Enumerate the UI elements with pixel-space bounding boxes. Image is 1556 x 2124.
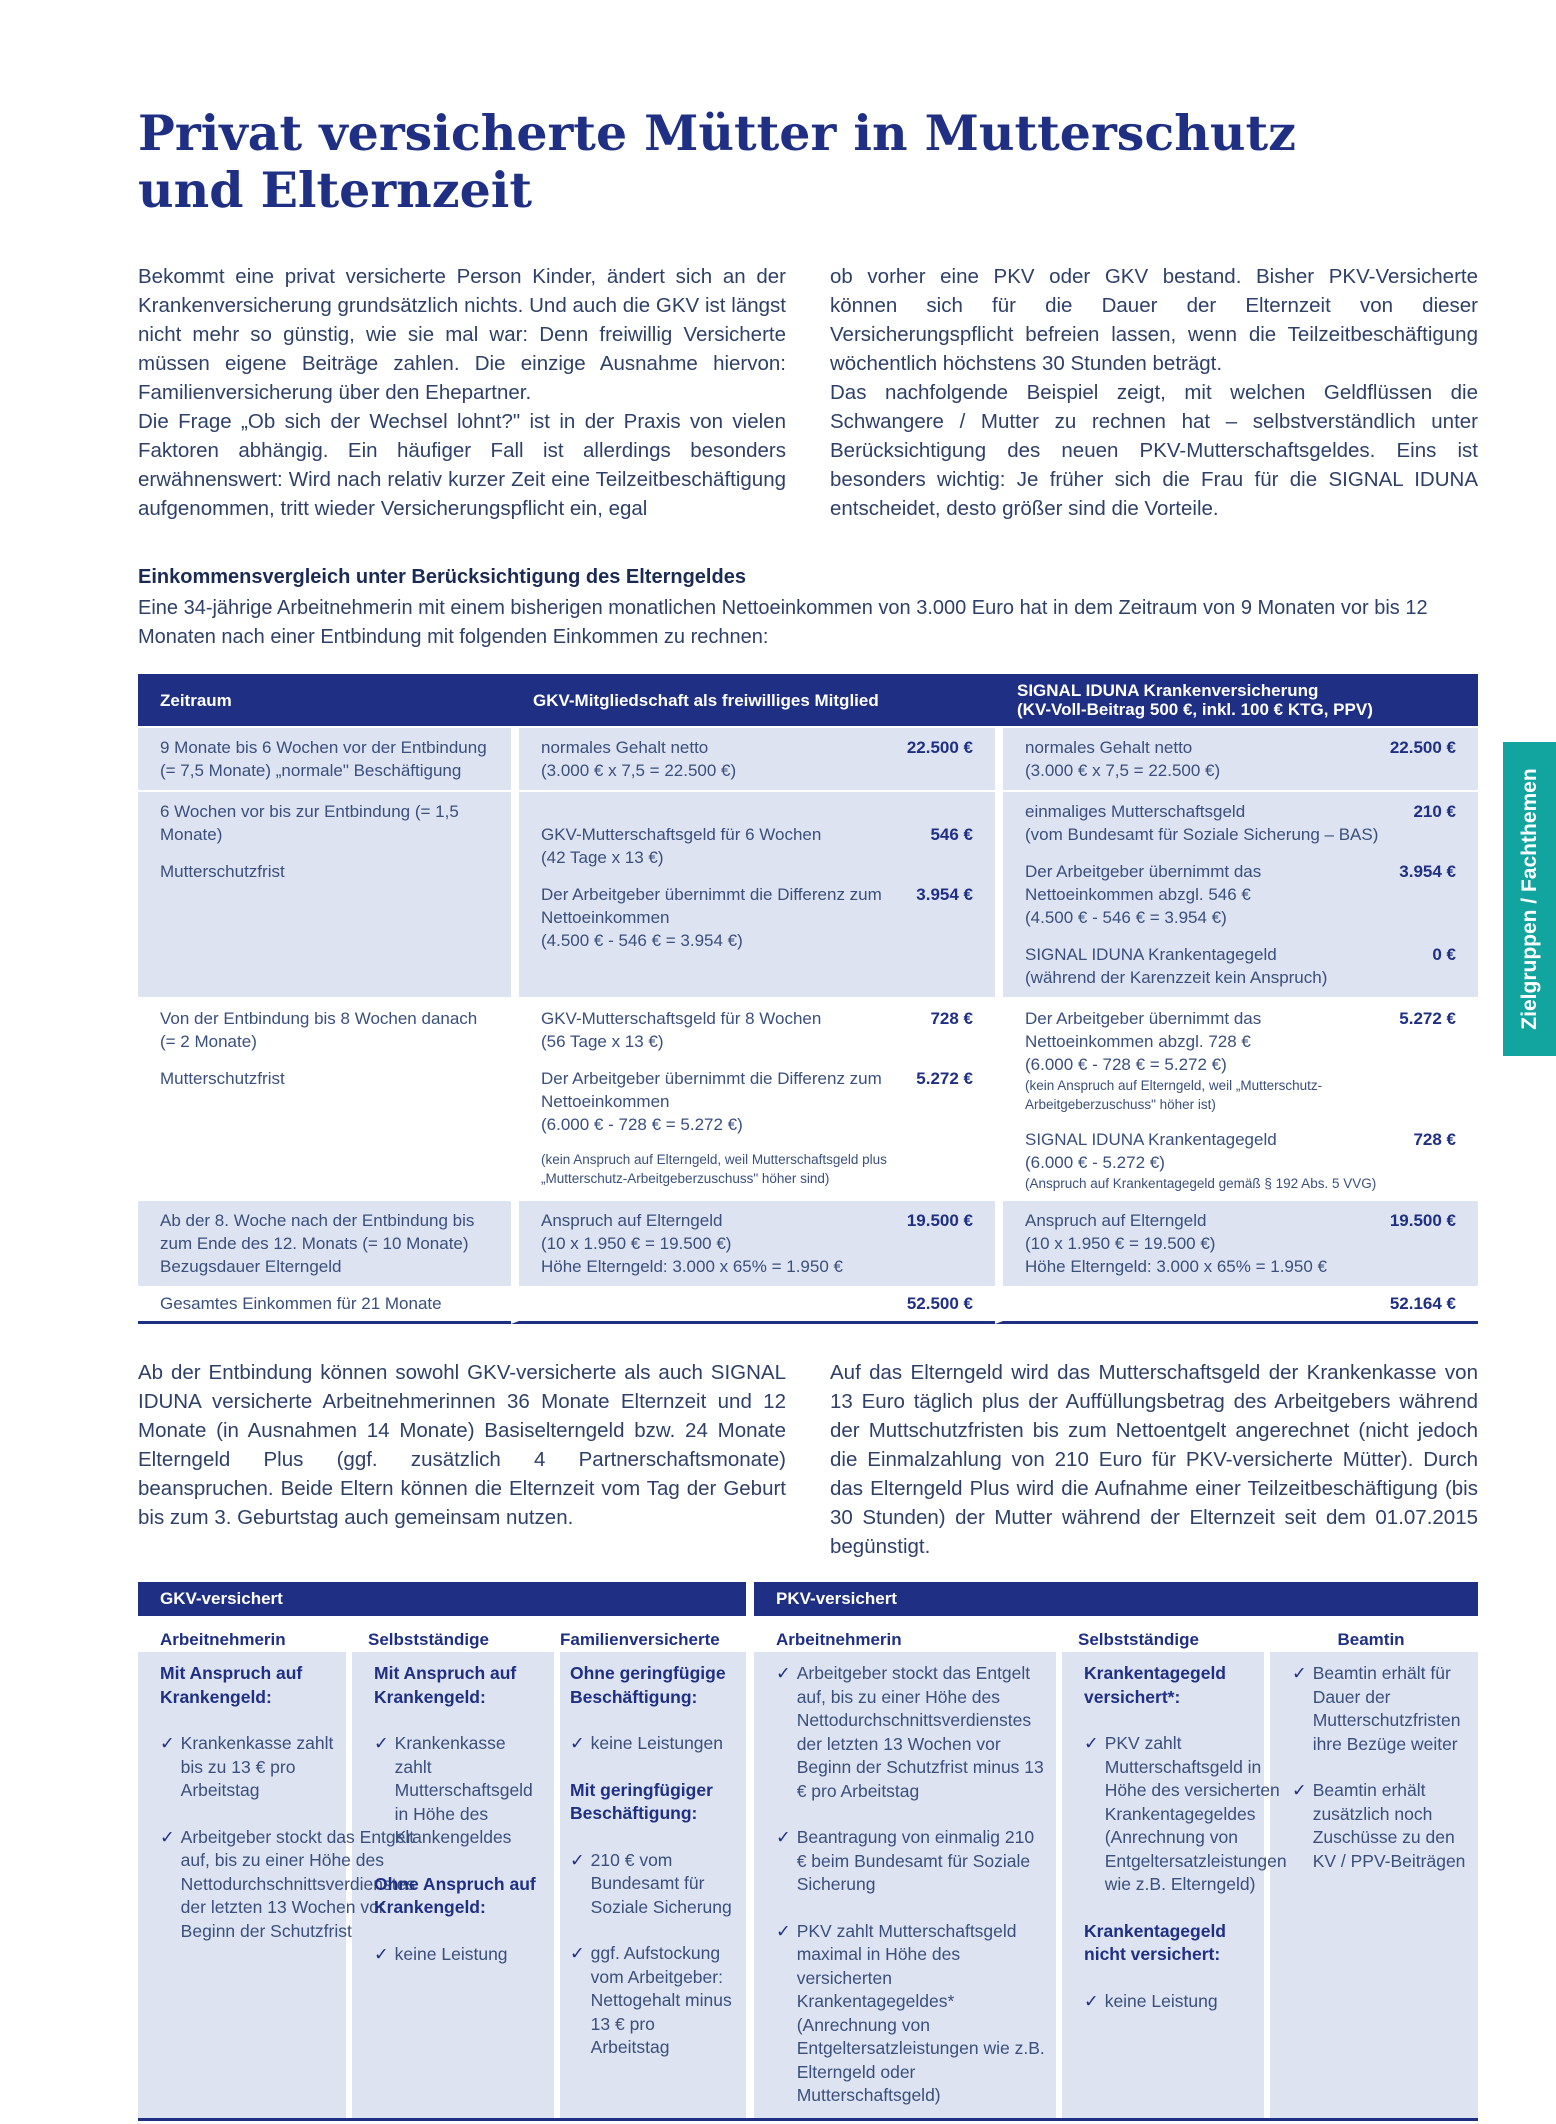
entry-label: normales Gehalt netto — [541, 738, 709, 757]
entry-label: normales Gehalt netto — [1025, 738, 1193, 757]
check-icon: ✓ — [570, 1849, 585, 1870]
list-item — [374, 1732, 544, 1850]
col-header: Beamtin — [1264, 1616, 1478, 1652]
entry-amount: 22.500 € — [906, 738, 973, 757]
entry — [1025, 943, 1456, 989]
side-tab[interactable] — [1503, 742, 1556, 1056]
entry — [541, 1209, 973, 1278]
list-item-text: Arbeitgeber stockt das Entgelt auf, bis zu einer Höhe des Nettodurchschnittsverdienstes der letzten 13 Wochen vor Beginn der Schutzfrist minus 13 € pro Arbeitstag — [796, 1663, 1044, 1801]
list-item — [776, 1920, 1046, 2108]
total-signal-iduna: 52.164 € — [995, 1286, 1478, 1324]
entry — [1025, 736, 1456, 782]
entry-label: Der Arbeitgeber übernimmt die Differenz zum Nettoeinkommen — [541, 1069, 882, 1111]
table-row — [138, 1201, 1478, 1286]
list-item-text: Beamtin erhält zusätzlich noch Zuschüsse zu den KV / PPV-Beiträgen — [1312, 1780, 1466, 1871]
entry-note: (Anspruch auf Krankentagegeld gemäß § 192 Abs. 5 VVG) — [1025, 1176, 1377, 1191]
entry — [541, 883, 973, 952]
col-header: Arbeitnehmerin — [746, 1616, 1056, 1652]
entry — [541, 1007, 973, 1053]
page-title — [138, 105, 1338, 219]
list-item — [160, 1826, 416, 1944]
intro-right-column — [830, 262, 1478, 523]
income-comparison-table — [138, 674, 1478, 1324]
entry-label: GKV-Mutterschaftsgeld für 8 Wochen — [541, 1009, 822, 1028]
entry-note: (kein Anspruch auf Elterngeld, weil Mutterschaftsgeld plus „Mutterschutz-Arbeitgeberzuschuss" höher sind) — [541, 1152, 887, 1186]
entry — [541, 1067, 973, 1136]
period-cell: 6 Wochen vor bis zur Entbindung (= 1,5 Monate) — [160, 802, 459, 844]
header-signal-iduna — [995, 674, 1478, 726]
table-row — [138, 728, 1478, 790]
header-gkv: GKV-Mitgliedschaft als freiwilliges Mitglied — [511, 674, 995, 726]
subheading: Ohne geringfügige Beschäftigung: — [570, 1663, 726, 1707]
pkv-group-header: PKV-versichert — [746, 1582, 1478, 1616]
total-label: Gesamtes Einkommen für 21 Monate — [138, 1286, 511, 1324]
list-item-text: PKV zahlt Mutterschaftsgeld in Höhe des versicherten Krankentagegeldes (Anrechnung von Entgeltersatzleistungen wie z.B. Elterngeld) — [1104, 1733, 1287, 1894]
title-line-1: Privat versicherte Mütter in Mutterschutz — [138, 104, 1296, 162]
section-heading: Einkommensvergleich unter Berücksichtigung des Elterngeldes — [138, 566, 746, 588]
entry — [541, 823, 973, 869]
entry-detail: Höhe Elterngeld: 3.000 x 65% = 1.950 € — [1025, 1257, 1327, 1276]
list-item — [1084, 1990, 1254, 2014]
entry-calc: (6.000 € - 728 € = 5.272 €) — [1025, 1055, 1227, 1074]
gkv-group-header: GKV-versichert — [138, 1582, 746, 1616]
entry — [1025, 860, 1456, 929]
list-item — [570, 1849, 736, 1920]
list-item — [374, 1943, 544, 1967]
entry-label: GKV-Mutterschaftsgeld für 6 Wochen — [541, 825, 822, 844]
entry-detail: Höhe Elterngeld: 3.000 x 65% = 1.950 € — [541, 1257, 843, 1276]
period-cell: Ab der 8. Woche nach der Entbindung bis zum Ende des 12. Monats (= 10 Monate) Bezugsdauer Elterngeld — [160, 1211, 475, 1276]
intro-right-paragraph-1: ob vorher eine PKV oder GKV bestand. Bisher PKV-Versicherte können sich für die Dauer der Elternzeit von dieser Versicherungspflicht befreien lassen, wenn die Teilzeitbeschäftigung wöchentlich höchstens 30 Stunden beträgt. — [830, 265, 1478, 375]
entry-label: Der Arbeitgeber übernimmt das Nettoeinkommen abzgl. 546 € — [1025, 862, 1262, 904]
entry-calc: (6.000 € - 728 € = 5.272 €) — [541, 1115, 743, 1134]
intro-right-paragraph-2: Das nachfolgende Beispiel zeigt, mit welchen Geldflüssen die Schwangere / Mutter zu rechnen hat – selbstverständlich unter Berücksichtigung des neuen PKV-Mutterschaftsgeldes. Eins ist besonders wichtig: Je früher sich die Frau für die SIGNAL IDUNA entscheidet, desto größer sind die Vorteile. — [830, 381, 1478, 520]
group-header-row — [138, 1582, 1478, 1616]
pkv-employee-cell — [746, 1652, 1056, 2118]
subheading: Mit geringfügiger Beschäftigung: — [570, 1779, 713, 1823]
list-item-text: keine Leistungen — [590, 1733, 723, 1753]
table-row — [138, 792, 1478, 997]
gkv-self-employed-cell — [346, 1652, 554, 2118]
check-icon: ✓ — [776, 1663, 791, 1683]
entry-calc: (4.500 € - 546 € = 3.954 €) — [1025, 908, 1227, 927]
entry-calc: (56 Tage x 13 €) — [541, 1032, 664, 1051]
check-icon: ✓ — [374, 1733, 389, 1753]
content-row — [138, 1652, 1478, 2118]
entry-amount: 22.500 € — [1389, 738, 1456, 757]
list-item — [1292, 1779, 1468, 1873]
check-icon: ✓ — [160, 1826, 175, 1847]
pkv-civil-servant-cell — [1264, 1652, 1478, 2118]
entry-amount: 5.272 € — [916, 1069, 973, 1088]
entry-calc: (42 Tage x 13 €) — [541, 848, 664, 867]
list-item-text: Arbeitgeber stockt das Entgelt auf, bis zu einer Höhe des Nettodurchschnittsverdienstes der letzten 13 Wochen vor Beginn der Schutzfrist — [180, 1826, 416, 1941]
col-header: Arbeitnehmerin — [138, 1616, 346, 1652]
check-icon: ✓ — [160, 1733, 175, 1753]
entry — [1025, 800, 1456, 846]
period-cell: Von der Entbindung bis 8 Wochen danach (= 2 Monate) — [160, 1009, 478, 1051]
subheading: Ohne Anspruch auf Krankengeld: — [374, 1873, 536, 1917]
entry-amount: 210 € — [1413, 802, 1456, 821]
list-item-text: 210 € vom Bundesamt für Soziale Sicherung — [590, 1849, 732, 1917]
check-icon: ✓ — [374, 1943, 389, 1964]
list-item-text: Krankenkasse zahlt Mutterschaftsgeld in Höhe des Krankengeldes — [394, 1733, 533, 1847]
entry-amount: 19.500 € — [906, 1211, 973, 1230]
header-si-line-1: SIGNAL IDUNA Krankenversicherung — [1017, 681, 1319, 700]
title-line-2: und Elternzeit — [138, 161, 533, 219]
entry-amount: 5.272 € — [1399, 1009, 1456, 1028]
entry-calc: (6.000 € - 5.272 €) — [1025, 1153, 1165, 1172]
insurance-overview-table — [138, 1582, 1478, 2124]
header-period: Zeitraum — [138, 674, 511, 726]
intro-left-paragraph-2: Die Frage „Ob sich der Wechsel lohnt?" ist in der Praxis von vielen Faktoren abhängig. Ein häufiger Fall ist allerdings besonders erwähnenswert: Wird nach relativ kurzer Zeit eine Teilzeitbeschäftigung aufgenommen, tritt wieder Versicherungspflicht ein, egal — [138, 410, 786, 520]
total-row — [138, 1286, 1478, 1324]
entry-amount: 728 € — [1413, 1130, 1456, 1149]
entry-amount: 3.954 € — [916, 885, 973, 904]
entry-label: SIGNAL IDUNA Krankentagegeld — [1025, 1130, 1277, 1149]
check-icon: ✓ — [1084, 1990, 1099, 2011]
entry-note: (kein Anspruch auf Elterngeld, weil „Mutterschutz-Arbeitgeberzuschuss" höher ist) — [1025, 1078, 1323, 1112]
pkv-self-employed-cell — [1056, 1652, 1287, 2118]
list-item — [1084, 1732, 1287, 1897]
check-icon: ✓ — [776, 1827, 791, 1847]
sub-header-row — [138, 1616, 1478, 1652]
entry-calc: (10 x 1.950 € = 19.500 €) — [1025, 1234, 1216, 1253]
list-item — [570, 1942, 736, 2060]
section-text: Eine 34-jährige Arbeitnehmerin mit einem bisherigen monatlichen Nettoeinkommen von 3.000 Euro hat in dem Zeitraum von 9 Monaten vor bis 12 Monaten nach einer Entbindung mit folgenden Einkommen zu rechnen: — [138, 597, 1428, 648]
entry-calc: (vom Bundesamt für Soziale Sicherung – BAS) — [1025, 825, 1379, 844]
subheading: Krankentagegeld versichert*: — [1084, 1663, 1226, 1707]
list-item — [570, 1732, 736, 1756]
entry — [1025, 1128, 1456, 1193]
subheading: Mit Anspruch auf Krankengeld: — [160, 1663, 303, 1707]
subheading: Mit Anspruch auf Krankengeld: — [374, 1663, 517, 1707]
entry-calc: (3.000 € x 7,5 = 22.500 €) — [541, 761, 737, 780]
list-item-text: keine Leistung — [394, 1943, 508, 1964]
entry-label: SIGNAL IDUNA Krankentagegeld — [1025, 945, 1277, 964]
entry — [1025, 1209, 1456, 1278]
entry-label: Anspruch auf Elterngeld — [541, 1211, 723, 1230]
check-icon: ✓ — [1292, 1780, 1307, 1800]
list-item-text: PKV zahlt Mutterschaftsgeld maximal in Höhe des versicherten Krankentagegeldes* (Anrechnung von Entgeltersatzleistungen wie z.B. Elterngeld oder Mutterschaftsgeld) — [796, 1920, 1045, 2105]
entry-calc: (3.000 € x 7,5 = 22.500 €) — [1025, 761, 1221, 780]
period-cell: 9 Monate bis 6 Wochen vor der Entbindung (= 7,5 Monate) „normale" Beschäftigung — [160, 738, 487, 780]
entry-label: einmaliges Mutterschaftsgeld — [1025, 802, 1246, 821]
entry-calc: (10 x 1.950 € = 19.500 €) — [541, 1234, 732, 1253]
check-icon: ✓ — [570, 1943, 585, 1963]
table-row — [138, 999, 1478, 1201]
period-subtitle: Mutterschutzfrist — [160, 862, 285, 881]
entry-calc: (4.500 € - 546 € = 3.954 €) — [541, 931, 743, 950]
entry-calc: (während der Karenzzeit kein Anspruch) — [1025, 968, 1328, 987]
entry-label: Der Arbeitgeber übernimmt die Differenz zum Nettoeinkommen — [541, 885, 882, 927]
entry-amount: 546 € — [930, 825, 973, 844]
col-header: Selbstständige — [1056, 1616, 1264, 1652]
entry-label: Der Arbeitgeber übernimmt das Nettoeinkommen abzgl. 728 € — [1025, 1009, 1262, 1051]
list-item-text: Beantragung von einmalig 210 € beim Bundesamt für Soziale Sicherung — [796, 1827, 1035, 1894]
list-item — [776, 1826, 1046, 1897]
total-gkv: 52.500 € — [511, 1286, 995, 1324]
check-icon: ✓ — [570, 1733, 585, 1753]
entry-amount: 3.954 € — [1399, 862, 1456, 881]
col-header: Familienversicherte — [554, 1616, 746, 1652]
intro-left-paragraph-1: Bekommt eine privat versicherte Person Kinder, ändert sich an der Krankenversicherung grundsätzlich nichts. Und auch die GKV ist längst nicht mehr so günstig, wie sie mal war: Denn freiwillig Versicherte müssen eigene Beiträge zahlen. Die einzige Ausnahme hiervon: Familienversicherung über den Ehepartner. — [138, 265, 786, 404]
list-item — [160, 1732, 336, 1803]
check-icon: ✓ — [776, 1920, 791, 1941]
entry-label: Anspruch auf Elterngeld — [1025, 1211, 1207, 1230]
entry-amount: 728 € — [930, 1009, 973, 1028]
intro-left-column — [138, 262, 786, 523]
table-header-row — [138, 674, 1478, 726]
list-item — [776, 1662, 1046, 1803]
period-subtitle: Mutterschutzfrist — [160, 1069, 285, 1088]
entry-amount: 0 € — [1432, 945, 1456, 964]
list-item-text: Beamtin erhält für Dauer der Mutterschutzfristen ihre Bezüge weiter — [1312, 1663, 1461, 1754]
list-item-text: keine Leistung — [1104, 1990, 1218, 2011]
check-icon: ✓ — [1084, 1733, 1099, 1753]
col-header: Selbstständige — [346, 1616, 554, 1652]
mid-right-paragraph: Auf das Elterngeld wird das Mutterschaftsgeld der Krankenkasse von 13 Euro täglich plus der Auffüllungsbetrag des Arbeitgebers während der Muttschutzfristen bis zum Nettoentgelt angerechnet (nicht jedoch die Einmalzahlung von 210 Euro für PKV-versicherte Mütter). Durch das Elterngeld Plus wird die Aufnahme einer Teilzeitbeschäftigung (bis 30 Stunden) der Mutter während der Elternzeit seit dem 01.07.2015 begünstigt. — [830, 1361, 1478, 1558]
entry — [1025, 1007, 1456, 1114]
subheading: Krankentagegeld nicht versichert: — [1084, 1920, 1226, 1964]
list-item-text: ggf. Aufstockung vom Arbeitgeber: Nettogehalt minus 13 € pro Arbeitstag — [590, 1943, 732, 2057]
list-item-text: Krankenkasse zahlt bis zu 13 € pro Arbeitstag — [180, 1733, 334, 1800]
header-si-line-2: (KV-Voll-Beitrag 500 €, inkl. 100 € KTG, PPV) — [1017, 700, 1373, 719]
entry-amount: 19.500 € — [1389, 1211, 1456, 1230]
list-item — [1292, 1662, 1468, 1756]
gkv-family-insured-cell — [554, 1652, 746, 2118]
mid-left-paragraph: Ab der Entbindung können sowohl GKV-versicherte als auch SIGNAL IDUNA versicherte Arbeitnehmerinnen 36 Monate Elternzeit und 12 Monate (in Ausnahmen 14 Monate) Basiselterngeld bzw. 24 Monate Elterngeld Plus (ggf. zusätzlich 4 Partnerschaftsmonate) beanspruchen. Beide Eltern können die Elternzeit vom Tag der Geburt bis zum 3. Geburtstag auch gemeinsam nutzen. — [138, 1361, 786, 1529]
check-icon: ✓ — [1292, 1663, 1307, 1683]
side-tab-label: Zielgruppen / Fachthemen — [1517, 768, 1541, 1030]
entry — [541, 736, 973, 782]
gkv-employee-cell — [138, 1652, 416, 2118]
